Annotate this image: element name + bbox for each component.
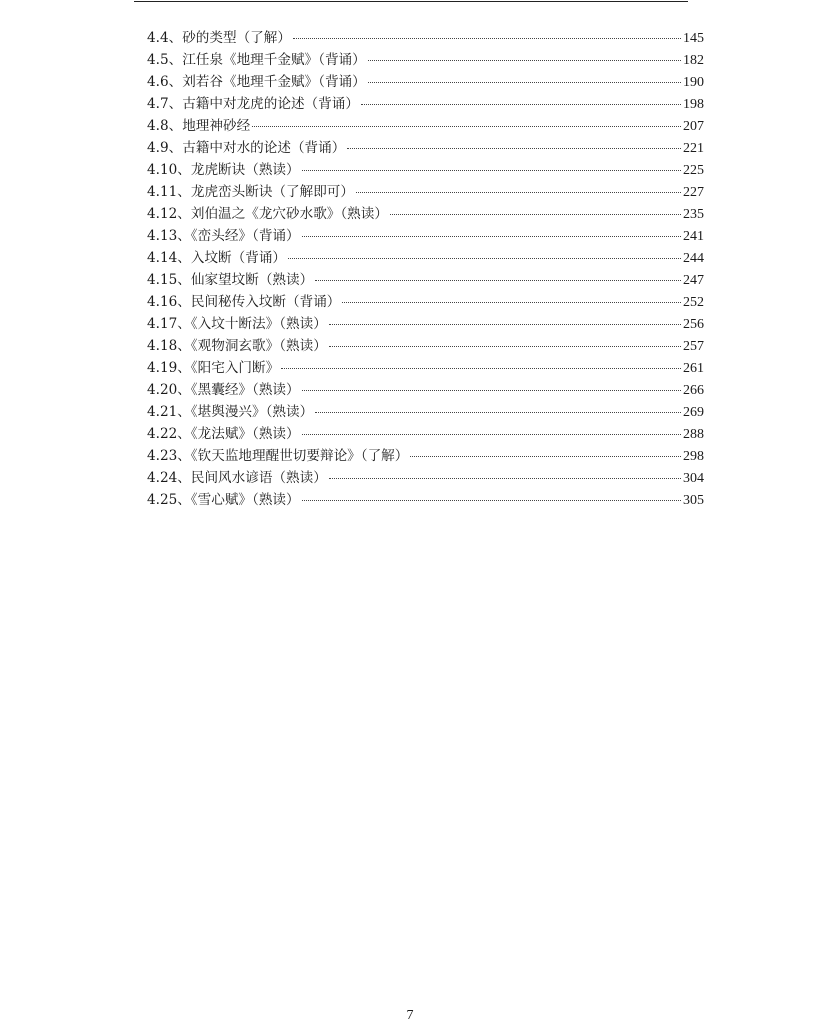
toc-entry-title: 4.25、《雪心赋》（熟读） <box>147 492 300 508</box>
toc-entry[interactable] <box>147 423 704 445</box>
toc-entry[interactable] <box>147 115 704 137</box>
toc-leader-dots <box>302 500 681 501</box>
toc-entry[interactable] <box>147 137 704 159</box>
toc-entry-page: 256 <box>683 317 704 332</box>
page-number: 7 <box>406 1008 414 1023</box>
toc-entry-page: 305 <box>683 493 704 508</box>
toc-entry-title: 4.13、《峦头经》（背诵） <box>147 228 300 244</box>
toc-entry-page: 304 <box>683 471 704 486</box>
toc-entry-page: 257 <box>683 339 704 354</box>
toc-entry[interactable] <box>147 269 704 291</box>
toc-entry-title: 4.18、《观物洞玄歌》（熟读） <box>147 338 327 354</box>
toc-leader-dots <box>288 258 681 259</box>
toc-entry-title: 4.23、《钦天监地理醒世切要辩论》（了解） <box>147 448 409 464</box>
toc-leader-dots <box>302 390 681 391</box>
toc-entry-page: 190 <box>683 75 704 90</box>
toc-entry-title: 4.19、《阳宅入门断》 <box>147 360 280 376</box>
toc-leader-dots <box>368 60 681 61</box>
toc-entry-title: 4.21、《堪舆漫兴》（熟读） <box>147 404 314 420</box>
toc-entry-page: 261 <box>683 361 704 376</box>
toc-leader-dots <box>281 368 681 369</box>
toc-leader-dots <box>315 412 681 413</box>
header-rule <box>134 1 688 2</box>
toc-entry[interactable] <box>147 225 704 247</box>
toc-entry[interactable] <box>147 445 704 467</box>
toc-entry-title: 4.8、地理神砂经 <box>147 118 251 134</box>
toc-entry-title: 4.4、砂的类型（了解） <box>147 30 291 46</box>
toc-entry[interactable] <box>147 357 704 379</box>
toc-entry-page: 252 <box>683 295 704 310</box>
toc-entry-page: 247 <box>683 273 704 288</box>
toc-entry-title: 4.5、江任泉《地理千金赋》（背诵） <box>147 52 366 68</box>
toc-leader-dots <box>361 104 681 105</box>
toc-leader-dots <box>302 170 681 171</box>
toc-entry-title: 4.17、《入坟十断法》（熟读） <box>147 316 327 332</box>
toc-leader-dots <box>347 148 681 149</box>
toc-entry[interactable] <box>147 181 704 203</box>
toc-leader-dots <box>329 346 681 347</box>
toc-entry[interactable] <box>147 247 704 269</box>
toc-leader-dots <box>252 126 681 127</box>
toc-entry-title: 4.16、民间秘传入坟断（背诵） <box>147 294 341 310</box>
toc-entry[interactable] <box>147 203 704 225</box>
toc-entry-page: 145 <box>683 31 704 46</box>
toc-leader-dots <box>356 192 681 193</box>
toc-leader-dots <box>302 236 681 237</box>
toc-entry[interactable] <box>147 313 704 335</box>
toc-entry-title: 4.24、民间风水谚语（熟读） <box>147 470 327 486</box>
toc-entry-title: 4.6、刘若谷《地理千金赋》（背诵） <box>147 74 366 90</box>
table-of-contents <box>147 27 704 511</box>
toc-leader-dots <box>329 324 681 325</box>
toc-entry[interactable] <box>147 467 704 489</box>
toc-entry[interactable] <box>147 71 704 93</box>
toc-entry-page: 182 <box>683 53 704 68</box>
toc-entry-title: 4.10、龙虎断诀（熟读） <box>147 162 300 178</box>
toc-leader-dots <box>390 214 681 215</box>
toc-entry-title: 4.22、《龙法赋》（熟读） <box>147 426 300 442</box>
toc-leader-dots <box>368 82 681 83</box>
toc-entry-title: 4.7、古籍中对龙虎的论述（背诵） <box>147 96 359 112</box>
toc-entry-page: 266 <box>683 383 704 398</box>
toc-entry-title: 4.20、《黑囊经》（熟读） <box>147 382 300 398</box>
toc-entry-title: 4.9、古籍中对水的论述（背诵） <box>147 140 346 156</box>
toc-entry-page: 241 <box>683 229 704 244</box>
toc-entry-page: 288 <box>683 427 704 442</box>
toc-leader-dots <box>329 478 681 479</box>
toc-entry[interactable] <box>147 379 704 401</box>
toc-entry[interactable] <box>147 489 704 511</box>
toc-entry[interactable] <box>147 291 704 313</box>
toc-entry-page: 269 <box>683 405 704 420</box>
toc-entry[interactable] <box>147 49 704 71</box>
toc-entry-title: 4.14、入坟断（背诵） <box>147 250 287 266</box>
toc-entry-page: 227 <box>683 185 704 200</box>
toc-entry-title: 4.11、龙虎峦头断诀（了解即可） <box>147 184 354 200</box>
toc-entry-title: 4.12、刘伯温之《龙穴砂水歌》（熟读） <box>147 206 388 222</box>
toc-entry[interactable] <box>147 93 704 115</box>
toc-leader-dots <box>302 434 681 435</box>
toc-leader-dots <box>293 38 681 39</box>
toc-entry[interactable] <box>147 335 704 357</box>
toc-entry-page: 298 <box>683 449 704 464</box>
toc-entry[interactable] <box>147 401 704 423</box>
toc-entry-page: 235 <box>683 207 704 222</box>
toc-entry-page: 221 <box>683 141 704 156</box>
toc-leader-dots <box>315 280 681 281</box>
toc-entry-page: 225 <box>683 163 704 178</box>
toc-entry-page: 207 <box>683 119 704 134</box>
toc-entry-page: 198 <box>683 97 704 112</box>
toc-entry-title: 4.15、仙家望坟断（熟读） <box>147 272 314 288</box>
toc-entry[interactable] <box>147 27 704 49</box>
toc-leader-dots <box>342 302 681 303</box>
toc-entry[interactable] <box>147 159 704 181</box>
toc-entry-page: 244 <box>683 251 704 266</box>
toc-leader-dots <box>410 456 681 457</box>
